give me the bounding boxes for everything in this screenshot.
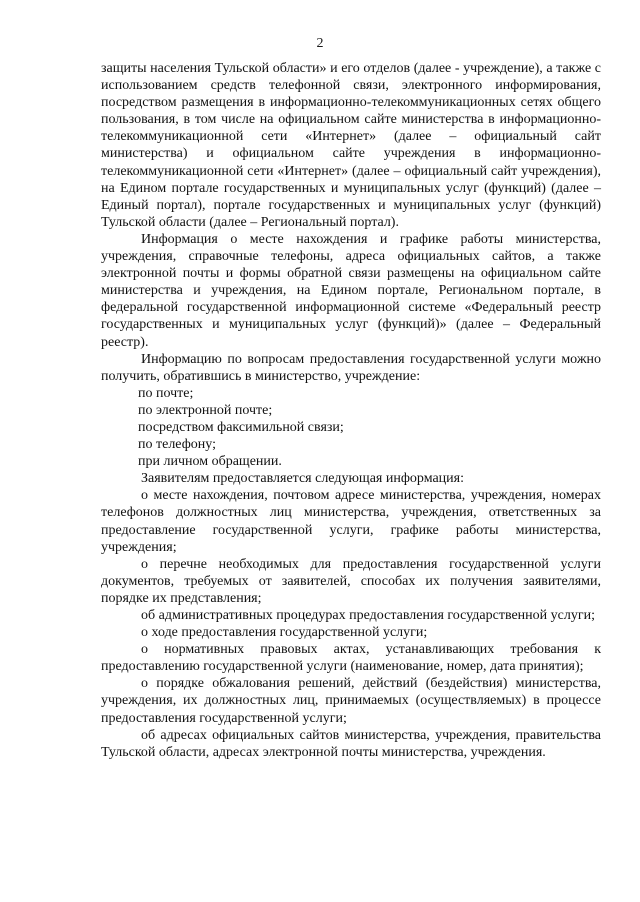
paragraph-how-to-get-info: Информацию по вопросам предоставления государственной услуги можно получить, обратившись в министерство, учреждение: [101, 351, 601, 384]
info-item-documents: о перечне необходимых для предоставления государственной услуги документов, требуемых от заявителей, способах их получения заявителями, порядке их представления; [101, 556, 601, 606]
list-item-in-person: при личном обращении. [138, 454, 282, 470]
info-item-websites: об адресах официальных сайтов министерства, учреждения, правительства Тульской области, адресах электронной почты министерства, учреждения. [101, 727, 601, 760]
document-body [101, 60, 601, 761]
paragraph-info-provided: Заявителям предоставляется следующая информация: [141, 471, 464, 487]
paragraph-continuation: защиты населения Тульской области» и его отделов (далее - учреждение), а также с использованием средств телефонной связи, электронного информирования, посредством размещения в информационно-телекоммуникационных сетях общего пользования, в том числе на официальном сайте министерства в информационно-телекоммуникационной сети «Интернет» (далее – официальный сайт министерства) и официальном сайте учреждения в информационно-телекоммуникационной сети «Интернет» (далее – официальный сайт учреждения), на Едином портале государственных и муниципальных услуг (функций) (далее – Единый портал), портале государственных и муниципальных услуг (функций) Тульской области (далее – Региональный портал). [101, 61, 601, 230]
list-item-by-phone: по телефону; [138, 437, 216, 453]
list-item-by-mail: по почте; [138, 385, 194, 401]
page-number: 2 [316, 36, 324, 51]
info-item-appeal: о порядке обжалования решений, действий (бездействия) министерства, учреждения, их должностных лиц, принимаемых (осуществляемых) в процессе предоставления государственной услуги; [101, 676, 601, 726]
info-item-procedures: об административных процедурах предоставления государственной услуги; [141, 608, 595, 623]
list-item-by-fax: посредством факсимильной связи; [138, 419, 344, 435]
info-item-legal-acts: о нормативных правовых актах, устанавливающих требования к предоставлению государственной услуги (наименование, номер, дата принятия); [101, 642, 601, 675]
list-item-by-email: по электронной почте; [138, 402, 273, 418]
paragraph-info-location: Информация о месте нахождения и графике работы министерства, учреждения, справочные телефоны, адреса официальных сайтов, а также электронной почты и формы обратной связи размещены на официальном сайте министерства и учреждения, на Едином портале, Региональном портале, в федеральной государственной информационной системе «Федеральный реестр государственных и муниципальных услуг (функций)» (далее – Федеральный реестр). [101, 231, 601, 350]
info-item-progress: о ходе предоставления государственной услуги; [141, 625, 428, 641]
info-item-location: о месте нахождения, почтовом адресе министерства, учреждения, номерах телефонов должностных лиц министерства, учреждения, ответственных за предоставление государственной услуги, графике работы министерства, учреждения; [101, 488, 601, 555]
